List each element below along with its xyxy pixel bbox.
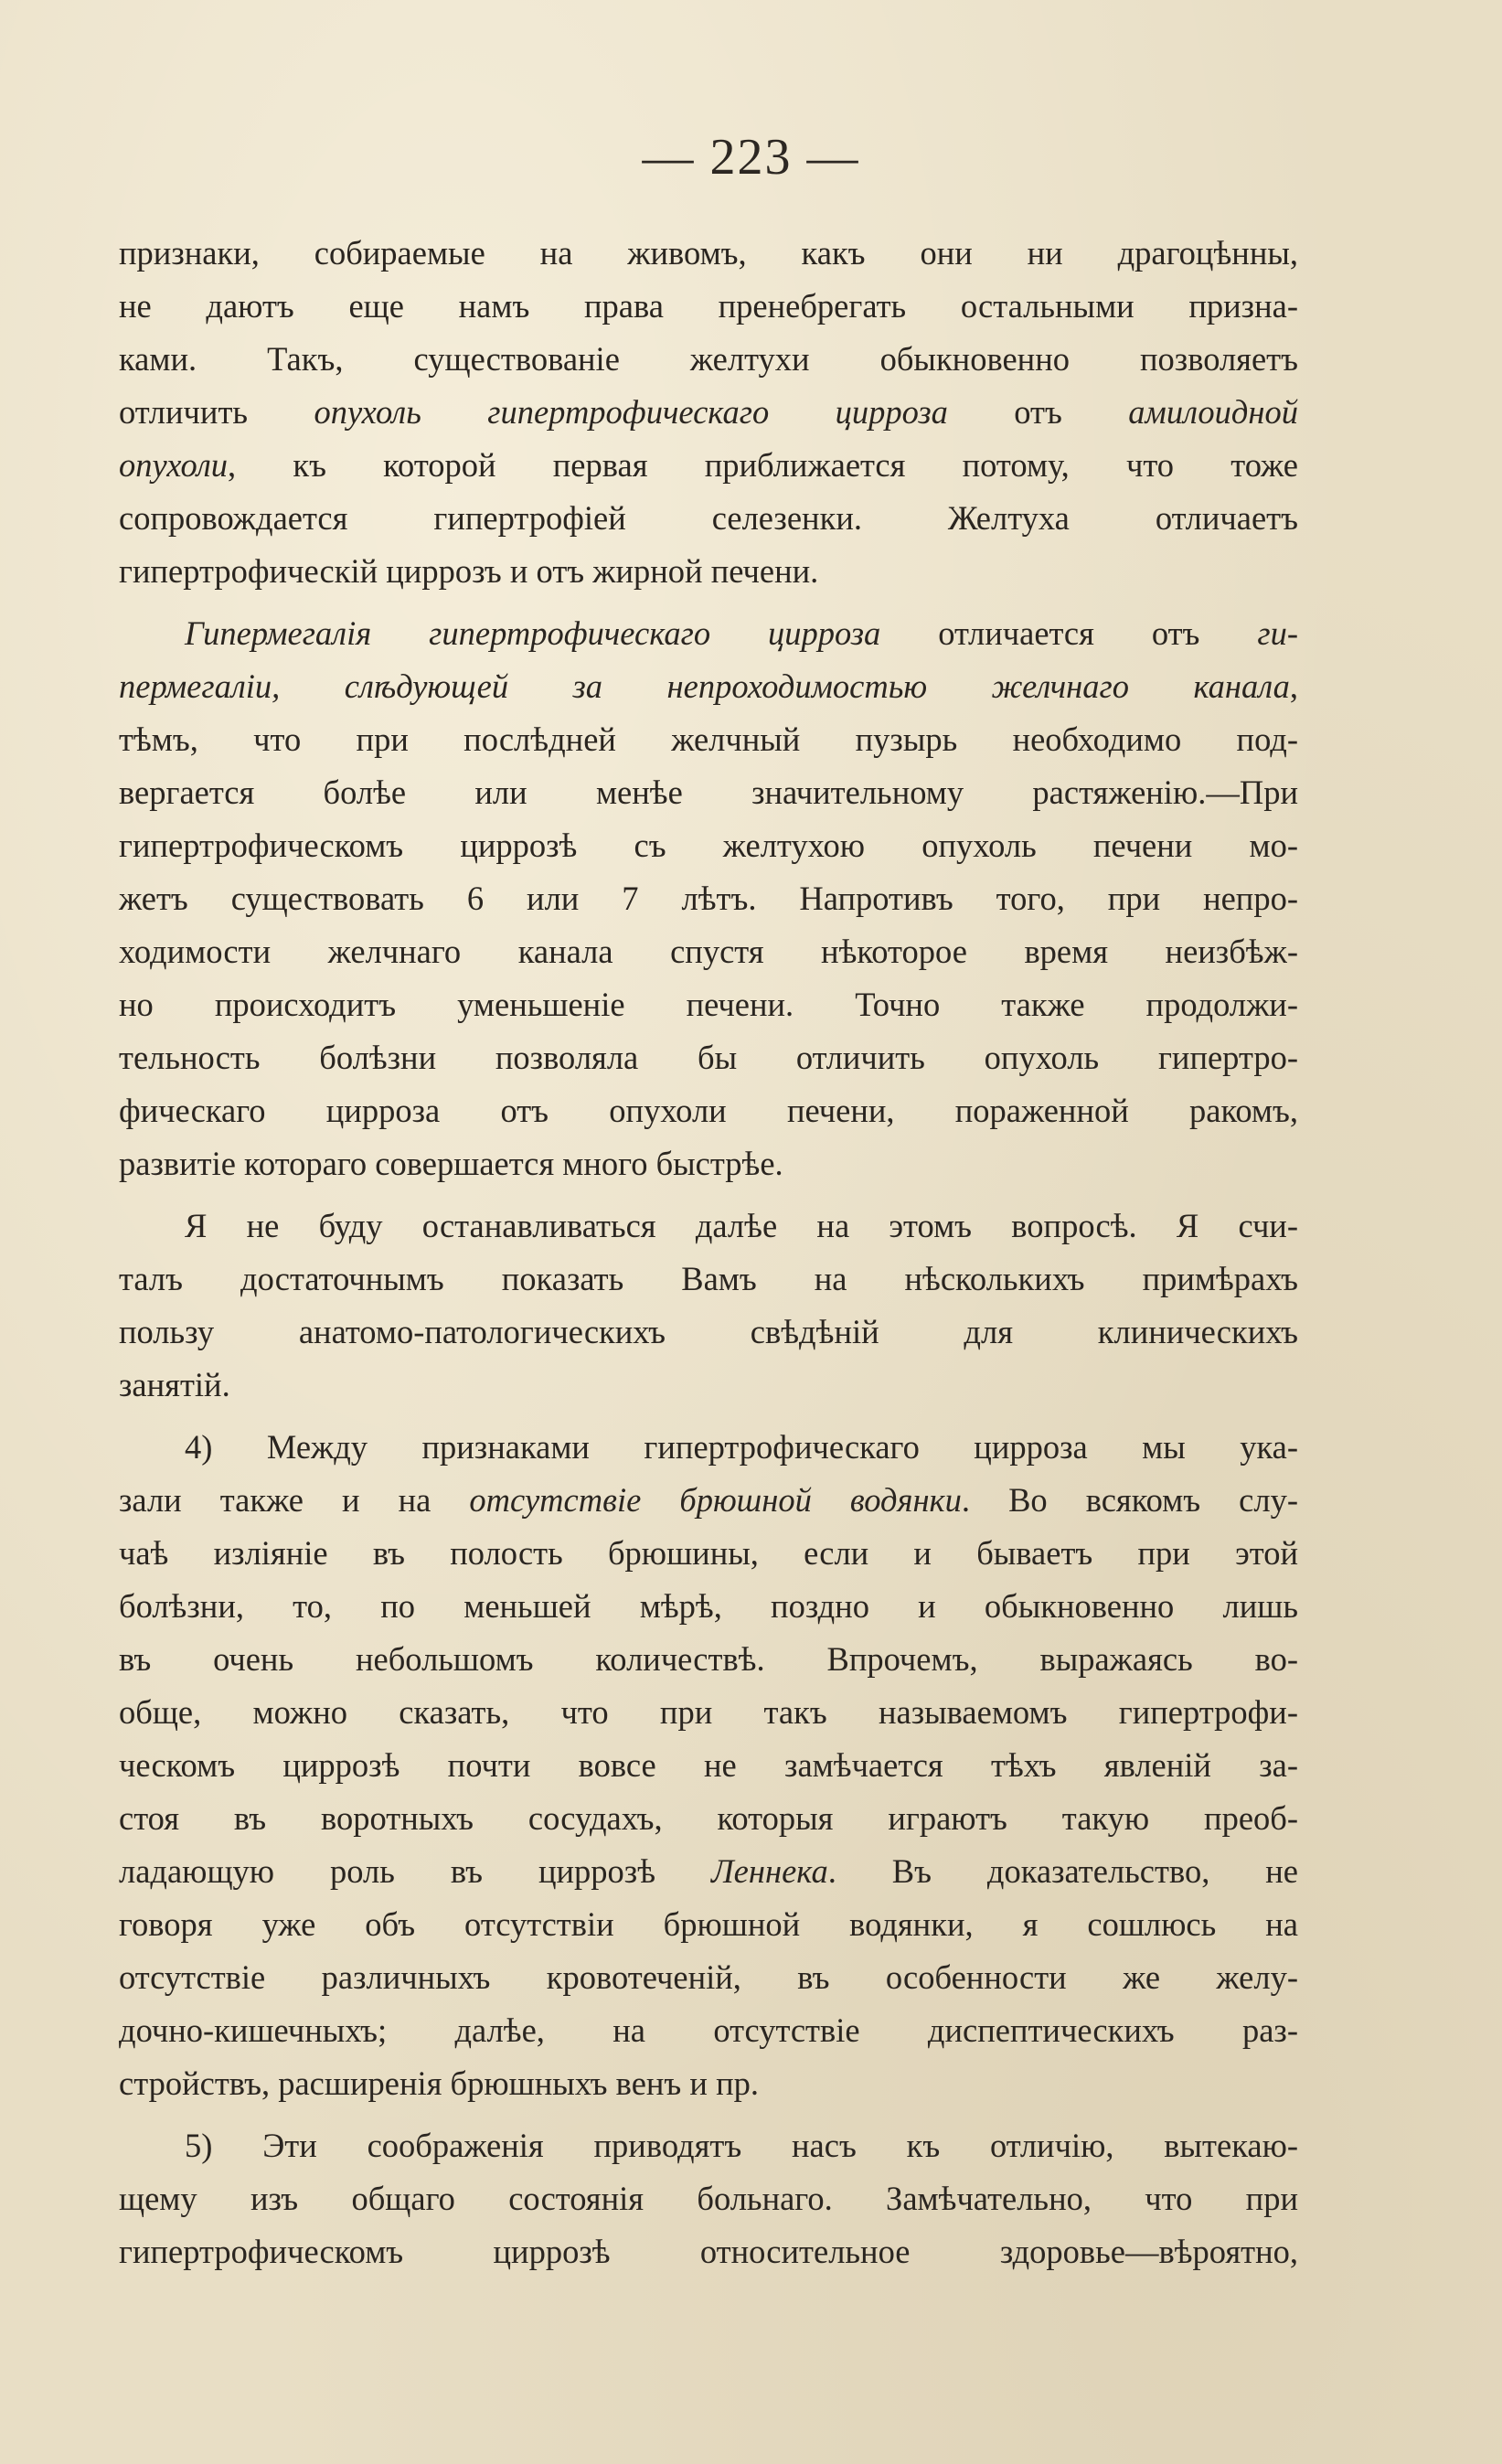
text-run: отличить (119, 393, 314, 431)
text-run: гипертрофическій циррозъ и отъ жирной печени. (119, 552, 819, 590)
text-line (119, 1031, 1298, 1084)
text-line (119, 1527, 1298, 1580)
text-run: , къ которой первая приближается потому, что тоже (228, 446, 1298, 484)
text-run: . Во всякомъ слу- (961, 1481, 1298, 1519)
text-line (119, 1792, 1298, 1845)
text-run: тѣмъ, что при послѣдней желчный пузырь необходимо под- (119, 720, 1298, 758)
text-line (119, 1633, 1298, 1686)
text-line (119, 1253, 1298, 1306)
text-line (119, 2057, 1298, 2110)
text-run: ками. Такъ, существованіе желтухи обыкновенно позволяетъ (119, 340, 1298, 378)
text-run: стройствъ, расширенія брюшныхъ венъ и пр. (119, 2064, 759, 2102)
text-line (119, 819, 1298, 872)
italic-term: опухоль гипертрофическаго цирроза (314, 393, 948, 431)
text-run: признаки, собираемые на живомъ, какъ они ни драгоцѣнны, (119, 234, 1298, 272)
text-run: гипертрофическомъ циррозѣ относительное здоровье—вѣроятно, (119, 2233, 1298, 2270)
text-line (119, 1421, 1298, 1474)
text-run: обще, можно сказать, что при такъ называемомъ гипертрофи- (119, 1693, 1298, 1731)
text-line (119, 872, 1298, 925)
text-line (119, 333, 1298, 386)
text-run: говоря уже объ отсутствіи брюшной водянки, я сошлюсь на (119, 1905, 1298, 1943)
text-line (119, 280, 1298, 333)
text-run: занятій. (119, 1366, 230, 1403)
text-run: дочно-кишечныхъ; далѣе, на отсутствіе диспептическихъ раз- (119, 2011, 1298, 2049)
text-line (119, 925, 1298, 978)
text-run: стоя въ воротныхъ сосудахъ, которыя играютъ такую преоб- (119, 1799, 1298, 1837)
text-run: Я не буду останавливаться далѣе на этомъ вопросѣ. Я счи- (185, 1207, 1298, 1244)
text-run: зали также и на (119, 1481, 470, 1519)
text-line (119, 1845, 1298, 1898)
text-line (119, 1898, 1298, 1951)
text-run: чаѣ изліяніе въ полость брюшины, если и бываетъ при этой (119, 1534, 1298, 1572)
italic-term: ги- (1257, 614, 1298, 652)
text-run: ладающую роль въ циррозѣ (119, 1852, 711, 1890)
text-line (119, 2004, 1298, 2057)
text-run: гипертрофическомъ циррозѣ съ желтухою опухоль печени мо- (119, 827, 1298, 864)
text-line (119, 660, 1298, 713)
text-line (119, 545, 1298, 598)
text-run: фическаго цирроза отъ опухоли печени, пораженной ракомъ, (119, 1092, 1298, 1129)
paragraph-gap (119, 2110, 1298, 2119)
text-run: отсутствіе различныхъ кровотеченій, въ особенности же желу- (119, 1958, 1298, 1996)
text-line (119, 607, 1298, 660)
text-line (119, 386, 1298, 439)
body-text (119, 227, 1298, 2278)
page-number: — 223 — (642, 129, 860, 186)
text-line (119, 2119, 1298, 2172)
text-line (119, 1359, 1298, 1412)
text-line (119, 439, 1298, 492)
italic-term: Леннека (710, 1852, 828, 1890)
text-run: жетъ существовать 6 или 7 лѣтъ. Напротивъ того, при непро- (119, 880, 1298, 917)
text-line (119, 766, 1298, 819)
italic-term: Гипермегалія гипертрофическаго цирроза (185, 614, 881, 652)
text-line (119, 492, 1298, 545)
text-run: талъ достаточнымъ показать Вамъ на нѣсколькихъ примѣрахъ (119, 1260, 1298, 1297)
text-run: . Въ доказательство, не (827, 1852, 1298, 1890)
italic-term: опухоли (119, 446, 229, 484)
text-line (119, 1200, 1298, 1253)
text-run: въ очень небольшомъ количествѣ. Впрочемъ, выражаясь во- (119, 1640, 1298, 1678)
text-run: , (1289, 667, 1298, 705)
italic-term: амилоидной (1128, 393, 1299, 431)
text-run: вергается болѣе или менѣе значительному растяженію.—При (119, 773, 1298, 811)
text-line (119, 1739, 1298, 1792)
italic-term: пермегаліи, слѣдующей за непроходимостью желчнаго канала (119, 667, 1290, 705)
text-run: тельность болѣзни позволяла бы отличить опухоль гипертро- (119, 1039, 1298, 1076)
text-line (119, 2225, 1298, 2278)
text-line (119, 227, 1298, 280)
text-run: 4) Между признаками гипертрофическаго цирроза мы ука- (185, 1428, 1298, 1466)
paragraph-gap (119, 598, 1298, 607)
text-run: сопровождается гипертрофіей селезенки. Желтуха отличаетъ (119, 499, 1298, 537)
text-run: но происходитъ уменьшеніе печени. Точно также продолжи- (119, 986, 1298, 1023)
paragraph-gap (119, 1190, 1298, 1200)
text-run: ческомъ циррозѣ почти вовсе не замѣчается тѣхъ явленій за- (119, 1746, 1298, 1784)
text-run: развитіе котораго совершается много быстрѣе. (119, 1145, 783, 1182)
text-run: отъ (947, 393, 1129, 431)
text-line (119, 1137, 1298, 1190)
text-run: болѣзни, то, по меньшей мѣрѣ, поздно и обыкновенно лишь (119, 1587, 1298, 1625)
text-line (119, 1474, 1298, 1527)
text-line (119, 1084, 1298, 1137)
text-line (119, 713, 1298, 766)
paragraph-gap (119, 1412, 1298, 1421)
text-run: не даютъ еще намъ права пренебрегать остальными призна- (119, 287, 1298, 325)
text-line (119, 1686, 1298, 1739)
text-run: отличается отъ (880, 614, 1258, 652)
italic-term: отсутствіе брюшной водянки (469, 1481, 962, 1519)
text-run: ходимости желчнаго канала спустя нѣкоторое время неизбѣж- (119, 933, 1298, 970)
text-line (119, 978, 1298, 1031)
text-line (119, 1306, 1298, 1359)
text-run: 5) Эти соображенія приводятъ насъ къ отличію, вытекаю- (185, 2127, 1298, 2164)
text-run: щему изъ общаго состоянія больнаго. Замѣчательно, что при (119, 2180, 1298, 2217)
text-line (119, 1580, 1298, 1633)
text-line (119, 1951, 1298, 2004)
text-line (119, 2172, 1298, 2225)
text-run: пользу анатомо-патологическихъ свѣдѣній для клиническихъ (119, 1313, 1298, 1350)
